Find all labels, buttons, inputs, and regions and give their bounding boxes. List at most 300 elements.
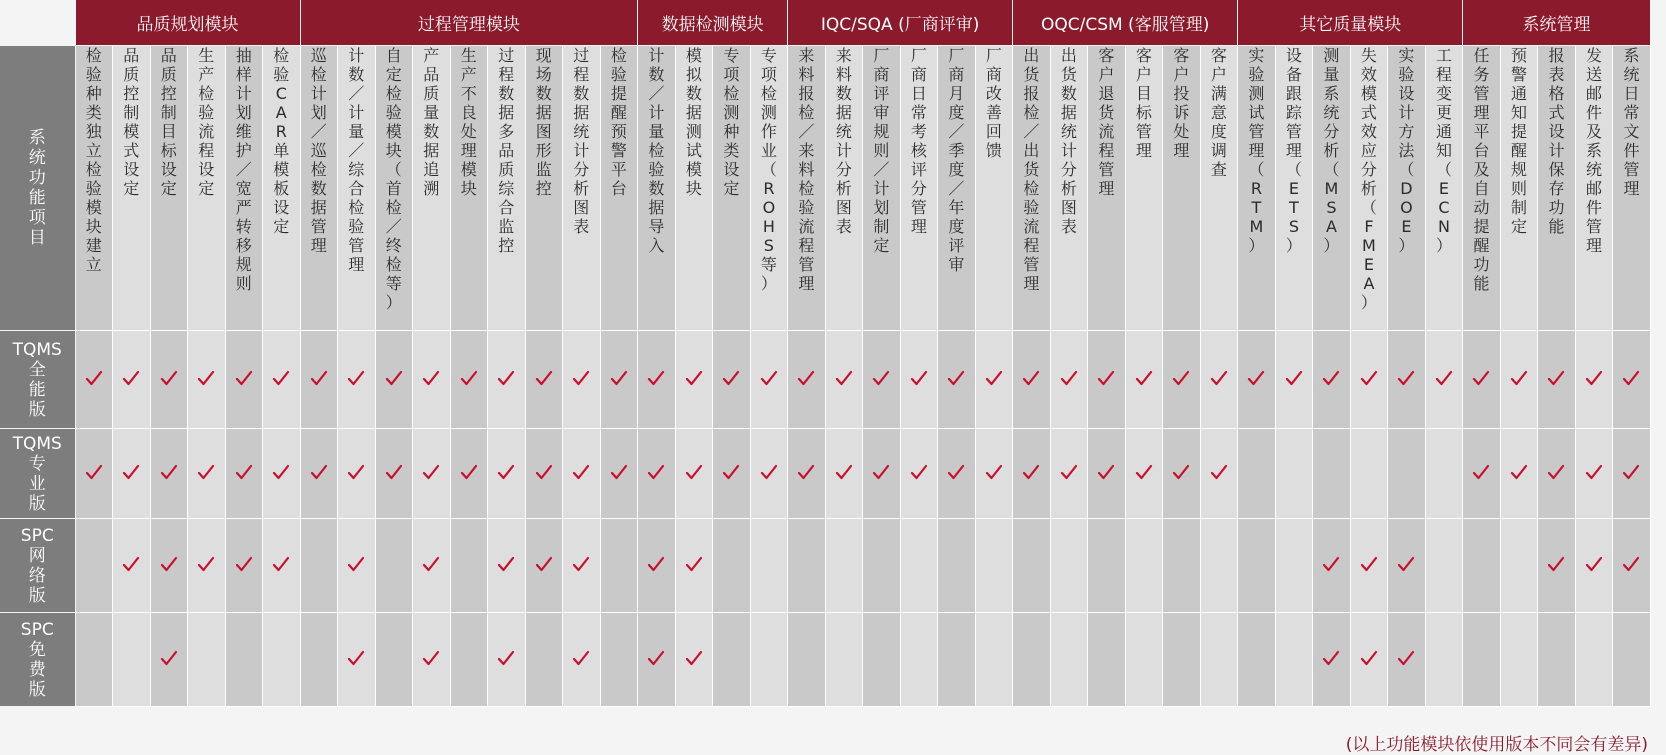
matrix-cell [975,519,1013,613]
matrix-cell [1088,429,1126,519]
matrix-cell [188,429,226,519]
matrix-cell [338,331,376,429]
matrix-cell [563,613,601,707]
checkmark-icon [985,464,1003,480]
matrix-cell [1275,429,1313,519]
checkmark-icon [235,556,253,572]
checkmark-icon [122,370,140,386]
checkmark-icon [1622,370,1640,386]
checkmark-icon [535,464,553,480]
matrix-cell [638,331,676,429]
checkmark-icon [272,464,290,480]
feature-name: 来 料 报 检 ／ 来 料 检 验 流 程 管 理 [788,46,826,331]
matrix-cell [600,331,638,429]
checkmark-icon [1210,370,1228,386]
checkmark-icon [497,556,515,572]
matrix-cell [675,519,713,613]
matrix-cell [713,613,751,707]
matrix-cell [375,429,413,519]
checkmark-icon [1060,464,1078,480]
matrix-cell [713,331,751,429]
checkmark-icon [910,464,928,480]
matrix-cell [788,429,826,519]
checkmark-icon [460,370,478,386]
feature-name: 来 料 数 据 统 计 分 析 图 表 [825,46,863,331]
checkmark-icon [272,556,290,572]
feature-name: 厂 商 评 审 规 则 ／ 计 划 制 定 [863,46,901,331]
feature-name: 实 验 设 计 方 法 （ D O E ） [1388,46,1426,331]
feature-name: 品 质 控 制 目 标 设 定 [150,46,188,331]
matrix-cell [1088,613,1126,707]
matrix-cell [1538,331,1576,429]
matrix-cell [1238,613,1276,707]
matrix-cell [488,519,526,613]
feature-name: 报 表 格 式 设 计 保 存 功 能 [1538,46,1576,331]
module-header: 其它质量模块 [1238,0,1463,46]
feature-name: 出 货 数 据 统 计 分 析 图 表 [1050,46,1088,331]
checkmark-icon [160,650,178,666]
matrix-cell [300,331,338,429]
feature-name: 生 产 不 良 处 理 模 块 [450,46,488,331]
matrix-cell [975,429,1013,519]
matrix-cell [263,429,301,519]
checkmark-icon [797,370,815,386]
feature-name: 任 务 管 理 平 台 及 自 动 提 醒 功 能 [1463,46,1501,331]
matrix-cell [488,429,526,519]
matrix-cell [75,519,113,613]
matrix-cell [600,613,638,707]
matrix-cell [1575,613,1613,707]
checkmark-icon [1322,556,1340,572]
checkmark-icon [1585,556,1603,572]
matrix-cell [1538,429,1576,519]
matrix-cell [900,613,938,707]
matrix-cell [525,429,563,519]
matrix-cell [675,331,713,429]
matrix-cell [1613,613,1651,707]
matrix-cell [788,331,826,429]
checkmark-icon [1060,370,1078,386]
matrix-cell [1125,331,1163,429]
matrix-cell [975,331,1013,429]
matrix-cell [1388,429,1426,519]
matrix-cell [1238,429,1276,519]
matrix-cell [638,613,676,707]
checkmark-icon [1210,464,1228,480]
matrix-cell [1200,429,1238,519]
matrix-cell [600,519,638,613]
checkmark-icon [197,370,215,386]
matrix-cell [413,613,451,707]
checkmark-icon [535,556,553,572]
matrix-cell [1163,331,1201,429]
matrix-cell [563,519,601,613]
matrix-cell [1500,519,1538,613]
checkmark-icon [610,370,628,386]
matrix-cell [450,331,488,429]
feature-name: 设 备 跟 踪 管 理 （ E T S ） [1275,46,1313,331]
edition-label: SPC 网 络 版 [0,519,75,613]
feature-name: 客 户 满 意 度 调 查 [1200,46,1238,331]
edition-label: TQMS 全 能 版 [0,331,75,429]
checkmark-icon [685,464,703,480]
feature-name: 专 项 检 测 作 业 （ R O H S 等 ） [750,46,788,331]
checkmark-icon [1397,556,1415,572]
matrix-cell [1163,519,1201,613]
matrix-cell [113,519,151,613]
matrix-cell [225,331,263,429]
checkmark-icon [610,464,628,480]
checkmark-icon [235,370,253,386]
matrix-cell [1575,429,1613,519]
checkmark-icon [685,556,703,572]
checkmark-icon [1360,556,1378,572]
checkmark-icon [422,370,440,386]
module-header: 过程管理模块 [300,0,638,46]
matrix-cell [450,519,488,613]
matrix-cell [938,429,976,519]
matrix-cell [1013,613,1051,707]
module-header: 系统管理 [1463,0,1651,46]
matrix-cell [563,429,601,519]
matrix-cell [300,519,338,613]
checkmark-icon [1547,370,1565,386]
matrix-cell [938,613,976,707]
feature-name: 工 程 变 更 通 知 （ E C N ） [1425,46,1463,331]
matrix-cell [150,429,188,519]
checkmark-icon [1435,370,1453,386]
matrix-cell [1050,613,1088,707]
checkmark-icon [872,464,890,480]
matrix-cell [825,613,863,707]
checkmark-icon [1022,464,1040,480]
matrix-cell [150,331,188,429]
feature-name: 自 定 检 验 模 块 （ 首 检 ／ 终 检 等 ） [375,46,413,331]
checkmark-icon [160,464,178,480]
matrix-cell [750,429,788,519]
matrix-cell [113,429,151,519]
matrix-cell [1275,613,1313,707]
matrix-cell [1613,331,1651,429]
checkmark-icon [685,370,703,386]
matrix-cell [1350,613,1388,707]
feature-name: 专 项 检 测 种 类 设 定 [713,46,751,331]
matrix-cell [450,613,488,707]
feature-name: 厂 商 月 度 ／ 季 度 ／ 年 度 评 审 [938,46,976,331]
checkmark-icon [1135,370,1153,386]
checkmark-icon [347,556,365,572]
feature-name: 客 户 退 货 流 程 管 理 [1088,46,1126,331]
checkmark-icon [1622,556,1640,572]
matrix-cell [1313,613,1351,707]
matrix-cell [488,331,526,429]
edition-label: SPC 免 费 版 [0,613,75,707]
matrix-cell [1238,519,1276,613]
checkmark-icon [797,464,815,480]
checkmark-icon [647,464,665,480]
matrix-cell [675,613,713,707]
matrix-cell [150,613,188,707]
matrix-cell [1425,519,1463,613]
feature-name: 出 货 报 检 ／ 出 货 检 验 流 程 管 理 [1013,46,1051,331]
matrix-cell [1313,429,1351,519]
matrix-cell [1200,519,1238,613]
checkmark-icon [947,370,965,386]
matrix-cell [1125,429,1163,519]
feature-name: 计 数 ／ 计 量 检 验 数 据 导 入 [638,46,676,331]
matrix-cell [1013,429,1051,519]
feature-name: 抽 样 计 划 维 护 ／ 宽 严 转 移 规 则 [225,46,263,331]
checkmark-icon [122,464,140,480]
checkmark-icon [1097,464,1115,480]
feature-name: 实 验 测 试 管 理 （ R T M ） [1238,46,1276,331]
checkmark-icon [460,464,478,480]
checkmark-icon [1322,650,1340,666]
checkmark-icon [197,556,215,572]
matrix-cell [488,613,526,707]
matrix-cell [1388,519,1426,613]
checkmark-icon [1547,556,1565,572]
matrix-cell [750,613,788,707]
feature-name: 现 场 数 据 图 形 监 控 [525,46,563,331]
matrix-cell [525,331,563,429]
checkmark-icon [647,556,665,572]
checkmark-icon [1097,370,1115,386]
matrix-cell [713,429,751,519]
feature-name: 检 验 提 醒 预 警 平 台 [600,46,638,331]
feature-name: 预 警 通 知 提 醒 规 则 制 定 [1500,46,1538,331]
checkmark-icon [1322,370,1340,386]
matrix-cell [863,613,901,707]
feature-name: 失 效 模 式 效 应 分 析 （ F M E A ） [1350,46,1388,331]
feature-name: 发 送 邮 件 及 系 统 邮 件 管 理 [1575,46,1613,331]
matrix-cell [863,519,901,613]
matrix-cell [825,331,863,429]
matrix-cell [1238,331,1276,429]
matrix-cell [788,613,826,707]
matrix-cell [263,519,301,613]
checkmark-icon [497,650,515,666]
matrix-cell [1500,613,1538,707]
matrix-cell [375,613,413,707]
matrix-cell [1163,429,1201,519]
checkmark-icon [422,464,440,480]
matrix-cell [1088,519,1126,613]
matrix-cell [1425,429,1463,519]
matrix-cell [375,331,413,429]
edition-row [0,429,1650,519]
matrix-cell [900,519,938,613]
checkmark-icon [910,370,928,386]
checkmark-icon [1622,464,1640,480]
matrix-cell [1050,429,1088,519]
checkmark-icon [572,556,590,572]
matrix-cell [1313,519,1351,613]
checkmark-icon [1285,370,1303,386]
checkmark-icon [422,650,440,666]
matrix-cell [1613,429,1651,519]
checkmark-icon [835,370,853,386]
checkmark-icon [197,464,215,480]
checkmark-icon [1135,464,1153,480]
matrix-cell [413,331,451,429]
feature-name: 检 验 种 类 独 立 检 验 模 块 建 立 [75,46,113,331]
checkmark-icon [272,370,290,386]
matrix-cell [863,331,901,429]
matrix-cell [225,613,263,707]
footnote: (以上功能模块依使用版本不同会有差异) [1345,735,1648,755]
checkmark-icon [722,370,740,386]
matrix-cell [375,519,413,613]
feature-name: 计 数 ／ 计 量 ／ 综 合 检 验 管 理 [338,46,376,331]
checkmark-icon [385,464,403,480]
feature-name: 厂 商 改 善 回 馈 [975,46,1013,331]
checkmark-icon [1547,464,1565,480]
matrix-cell [1575,331,1613,429]
matrix-cell [525,519,563,613]
matrix-cell [900,429,938,519]
module-header: OQC/CSM (客服管理) [1013,0,1238,46]
checkmark-icon [85,370,103,386]
matrix-cell [638,519,676,613]
matrix-cell [1050,519,1088,613]
matrix-cell [263,331,301,429]
matrix-cell [338,613,376,707]
matrix-cell [1350,331,1388,429]
matrix-cell [263,613,301,707]
checkmark-icon [347,370,365,386]
checkmark-icon [535,370,553,386]
matrix-cell [975,613,1013,707]
matrix-cell [863,429,901,519]
matrix-cell [563,331,601,429]
checkmark-icon [235,464,253,480]
checkmark-icon [497,464,515,480]
checkmark-icon [1510,370,1528,386]
feature-name: 检 验 C A R 单 模 板 设 定 [263,46,301,331]
matrix-cell [938,331,976,429]
matrix-cell [300,429,338,519]
matrix-cell [1088,331,1126,429]
edition-row [0,613,1650,707]
module-header: IQC/SQA (厂商评审) [788,0,1013,46]
matrix-cell [1538,613,1576,707]
matrix-cell [75,613,113,707]
matrix-cell [1613,519,1651,613]
matrix-cell [1050,331,1088,429]
checkmark-icon [497,370,515,386]
matrix-cell [1388,331,1426,429]
matrix-cell [75,429,113,519]
matrix-cell [1313,331,1351,429]
module-header: 品质规划模块 [75,0,300,46]
matrix-cell [113,613,151,707]
checkmark-icon [1397,370,1415,386]
checkmark-icon [85,464,103,480]
feature-name: 系 统 日 常 文 件 管 理 [1613,46,1651,331]
feature-name: 产 品 质 量 数 据 追 溯 [413,46,451,331]
matrix-cell [1500,331,1538,429]
checkmark-icon [835,464,853,480]
edition-label: TQMS 专 业 版 [0,429,75,519]
checkmark-icon [122,556,140,572]
checkmark-icon [422,556,440,572]
checkmark-icon [1472,464,1490,480]
matrix-cell [1350,429,1388,519]
checkmark-icon [1510,464,1528,480]
feature-name: 过 程 数 据 统 计 分 析 图 表 [563,46,601,331]
matrix-cell [1200,613,1238,707]
matrix-cell [1125,519,1163,613]
checkmark-icon [385,370,403,386]
matrix-cell [413,519,451,613]
checkmark-icon [1022,370,1040,386]
matrix-cell [938,519,976,613]
matrix-cell [1463,331,1501,429]
matrix-cell [75,331,113,429]
checkmark-icon [722,464,740,480]
checkmark-icon [347,464,365,480]
checkmark-icon [947,464,965,480]
edition-row [0,519,1650,613]
feature-name: 巡 检 计 划 ／ 巡 检 数 据 管 理 [300,46,338,331]
matrix-cell [188,613,226,707]
matrix-cell [900,331,938,429]
matrix-cell [675,429,713,519]
feature-name: 品 质 控 制 模 式 设 定 [113,46,151,331]
matrix-cell [1463,519,1501,613]
matrix-cell [713,519,751,613]
feature-name: 生 产 检 验 流 程 设 定 [188,46,226,331]
checkmark-icon [310,370,328,386]
checkmark-icon [1360,370,1378,386]
checkmark-icon [310,464,328,480]
matrix-cell [1013,331,1051,429]
checkmark-icon [647,370,665,386]
matrix-cell [638,429,676,519]
checkmark-icon [1247,370,1265,386]
matrix-cell [1575,519,1613,613]
matrix-cell [300,613,338,707]
matrix-cell [1425,613,1463,707]
matrix-cell [525,613,563,707]
module-header: 数据检测模块 [638,0,788,46]
matrix-cell [225,519,263,613]
feature-name: 客 户 投 诉 处 理 [1163,46,1201,331]
matrix-cell [1463,613,1501,707]
matrix-cell [338,429,376,519]
checkmark-icon [347,650,365,666]
matrix-cell [788,519,826,613]
matrix-cell [600,429,638,519]
feature-name: 客 户 目 标 管 理 [1125,46,1163,331]
checkmark-icon [685,650,703,666]
matrix-cell [1275,331,1313,429]
matrix-cell [113,331,151,429]
matrix-cell [1013,519,1051,613]
matrix-cell [1200,331,1238,429]
matrix-cell [1125,613,1163,707]
matrix-cell [1275,519,1313,613]
checkmark-icon [760,464,778,480]
matrix-cell [450,429,488,519]
checkmark-icon [572,650,590,666]
matrix-cell [1463,429,1501,519]
feature-name: 过 程 数 据 多 品 质 综 合 监 控 [488,46,526,331]
feature-name: 模 拟 数 据 测 试 模 块 [675,46,713,331]
matrix-cell [750,519,788,613]
matrix-cell [825,519,863,613]
